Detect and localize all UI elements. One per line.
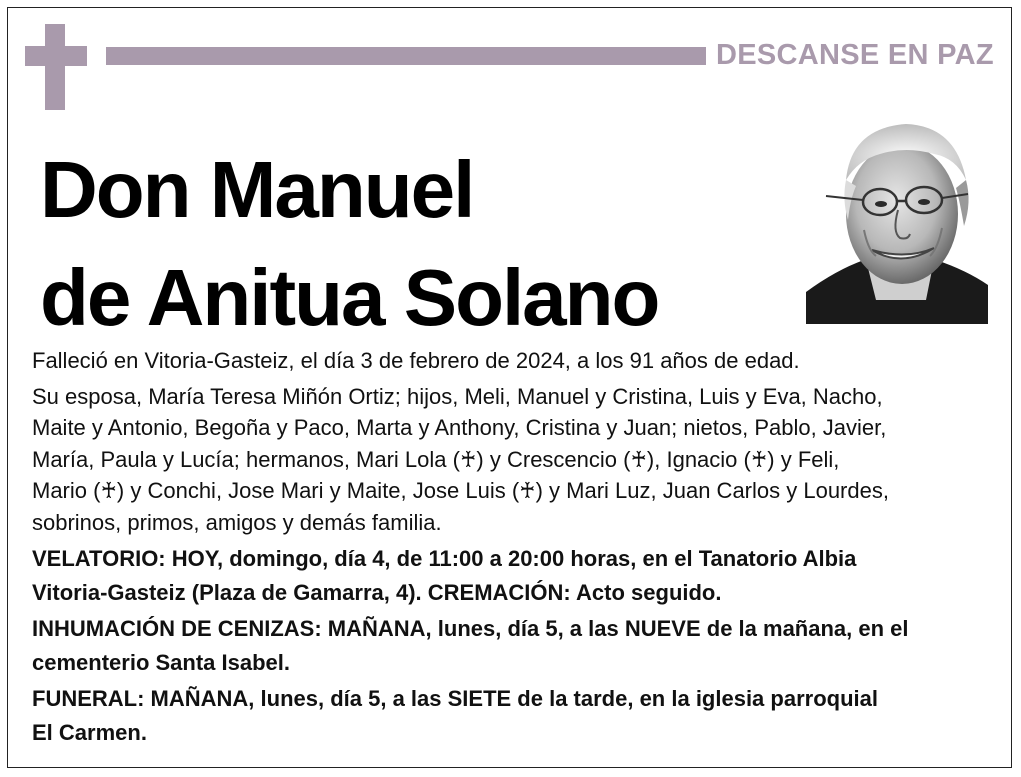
cross-icon — [45, 24, 65, 110]
family-line: Su esposa, María Teresa Miñón Ortiz; hijos, Meli, Manuel y Cristina, Luis y Eva, Nacho, — [32, 383, 883, 409]
funeral-line: FUNERAL: MAÑANA, lunes, día 5, a las SIETE de la tarde, en la iglesia parroquial — [32, 686, 878, 711]
wake-details — [32, 542, 992, 609]
family-line: María, Paula y Lucía; hermanos, Mari Lola (♰) y Crescencio (♰), Ignacio (♰) y Feli, — [32, 446, 840, 472]
ashes-line: cementerio Santa Isabel. — [32, 649, 290, 675]
family-line: Maite y Antonio, Begoña y Paco, Marta y Anthony, Cristina y Juan; nietos, Pablo, Javier, — [32, 415, 887, 440]
funeral-line: El Carmen. — [32, 719, 147, 745]
portrait-photo — [806, 110, 988, 324]
name-line-1: Don Manuel — [40, 145, 474, 234]
death-statement: Falleció en Vitoria-Gasteiz, el día 3 de febrero de 2024, a los 91 años de edad. — [32, 348, 800, 373]
header-rule — [106, 47, 706, 65]
deceased-name — [40, 136, 760, 352]
wake-line: Vitoria-Gasteiz (Plaza de Gamarra, 4). CREMACIÓN: Acto seguido. — [32, 579, 722, 605]
obituary-body — [32, 345, 992, 749]
family-list — [32, 381, 992, 539]
funeral-details — [32, 682, 992, 749]
family-line: Mario (♰) y Conchi, Jose Mari y Maite, Jose Luis (♰) y Mari Luz, Juan Carlos y Lourdes, — [32, 478, 889, 503]
wake-line: VELATORIO: HOY, domingo, día 4, de 11:00 a 20:00 horas, en el Tanatorio Albia — [32, 546, 857, 571]
ashes-details — [32, 612, 992, 679]
name-line-2: de Anitua Solano — [40, 253, 659, 342]
header-tagline: DESCANSE EN PAZ — [716, 39, 994, 71]
ashes-line: INHUMACIÓN DE CENIZAS: MAÑANA, lunes, día 5, a las NUEVE de la mañana, en el — [32, 616, 909, 641]
family-line: sobrinos, primos, amigos y demás familia. — [32, 509, 442, 535]
cross-icon-bar — [25, 46, 87, 66]
